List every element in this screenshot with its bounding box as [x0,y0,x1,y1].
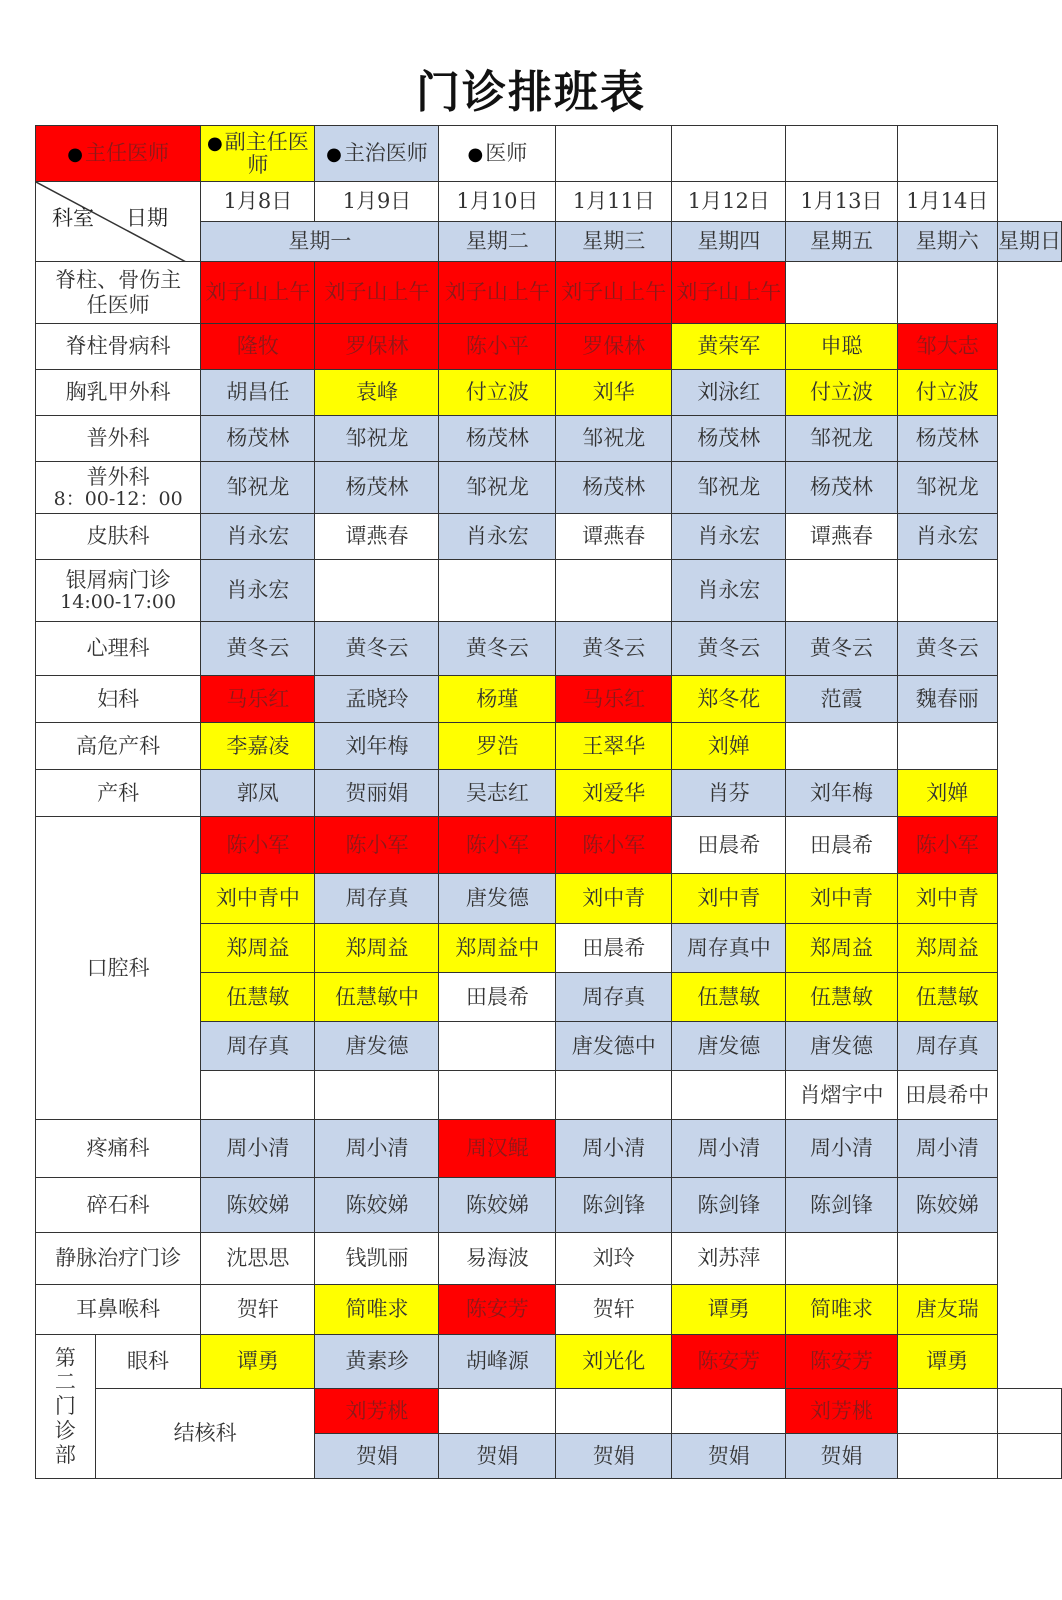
doctor-cell: 唐发德 [786,1022,897,1071]
schedule-row [36,462,1062,514]
department-name [36,1233,201,1285]
doctor-cell [439,560,556,622]
doctor-cell: 钱凯丽 [315,1233,439,1285]
date-row [36,182,1062,222]
doctor-cell: 简唯求 [315,1285,439,1335]
department-name [36,560,201,622]
department-label: 碎石科 [86,1192,150,1217]
doctor-cell: 黄冬云 [672,622,786,676]
doctor-cell: 郑周益 [201,924,315,973]
doctor-cell: 杨茂林 [786,462,897,514]
doctor-cell [998,1434,1062,1479]
doctor-cell: 黄冬云 [201,622,315,676]
schedule-row [36,1285,1062,1335]
doctor-cell: 王翠华 [556,723,672,770]
doctor-cell: 陈姣娣 [201,1178,315,1233]
schedule-row [36,514,1062,560]
doctor-cell: 谭勇 [672,1285,786,1335]
doctor-cell: 申聪 [786,324,897,370]
doctor-cell: 郑周益 [786,924,897,973]
doctor-cell: 吴志红 [439,770,556,817]
doctor-cell: 杨瑾 [439,676,556,723]
doctor-cell: 黄冬云 [897,622,997,676]
doctor-cell: 易海波 [439,1233,556,1285]
doctor-cell [897,262,997,324]
doctor-cell: 贺丽娟 [315,770,439,817]
weekday-header: 星期三 [556,222,672,262]
doctor-cell: 刘子山上午 [556,262,672,324]
doctor-cell: 范霞 [786,676,897,723]
department-label: 心理科 [86,636,150,661]
doctor-cell [672,1389,786,1434]
doctor-cell [786,1233,897,1285]
doctor-cell: 刘中青 [897,874,997,924]
doctor-cell: 魏春丽 [897,676,997,723]
legend-physician: ●医师 [439,126,556,182]
date-header: 1月14日 [897,182,997,222]
doctor-cell: 杨茂林 [556,462,672,514]
department-label: 产科 [97,780,140,805]
doctor-cell: 周存真 [315,874,439,924]
doctor-cell [786,262,897,324]
doctor-cell: 付立波 [439,370,556,416]
doctor-cell: 邹祝龙 [201,462,315,514]
doctor-cell: 田晨希 [786,817,897,874]
department-name [36,514,201,560]
doctor-cell: 周存真 [897,1022,997,1071]
doctor-cell: 黄冬云 [439,622,556,676]
doctor-cell: 谭燕春 [315,514,439,560]
doctor-cell [556,560,672,622]
doctor-cell: 黄冬云 [786,622,897,676]
doctor-cell [556,1389,672,1434]
doctor-cell: 胡峰源 [439,1335,556,1389]
doctor-cell: 刘爱华 [556,770,672,817]
doctor-cell: 郑周益 [315,924,439,973]
doctor-cell [897,1389,997,1434]
doctor-cell: 刘芳桃 [315,1389,439,1434]
department-name [36,817,201,1120]
doctor-cell: 杨茂林 [672,416,786,462]
doctor-cell [897,1233,997,1285]
doctor-cell: 黄素珍 [315,1335,439,1389]
doctor-cell: 陈安芳 [439,1285,556,1335]
schedule-row [36,324,1062,370]
date-header: 1月10日 [439,182,556,222]
doctor-cell [897,1434,997,1479]
doctor-cell: 肖芬 [672,770,786,817]
doctor-cell: 袁峰 [315,370,439,416]
department-name [36,1120,201,1178]
department-label: 疼痛科 [86,1136,150,1161]
doctor-cell: 郑周益 [897,924,997,973]
department-label: 眼科 [127,1349,170,1374]
doctor-cell: 杨茂林 [897,416,997,462]
doctor-cell: 黄荣军 [672,324,786,370]
department-name [36,1285,201,1335]
doctor-cell: 刘苏萍 [672,1233,786,1285]
bullet-icon: ● [326,144,342,166]
schedule-row [36,416,1062,462]
legend-empty [556,126,672,182]
doctor-cell [439,1071,556,1120]
bullet-icon: ● [67,144,83,166]
doctor-cell: 田晨希 [672,817,786,874]
doctor-cell: 黄冬云 [315,622,439,676]
date-header: 1月11日 [556,182,672,222]
schedule-row [36,370,1062,416]
date-header: 1月8日 [201,182,315,222]
doctor-cell: 陈姣娣 [897,1178,997,1233]
doctor-cell: 贺娟 [315,1434,439,1479]
department-label: 银屑病门诊 [65,567,171,592]
page-title: 门诊排班表 [416,67,646,118]
doctor-cell: 贺娟 [556,1434,672,1479]
doctor-cell: 肖永宏 [897,514,997,560]
doctor-cell: 周汉鲲 [439,1120,556,1178]
doctor-cell: 唐友瑞 [897,1285,997,1335]
doctor-cell [897,560,997,622]
doctor-cell: 邹祝龙 [556,416,672,462]
department-label: 胸乳甲外科 [65,380,171,405]
doctor-cell: 刘婵 [897,770,997,817]
doctor-cell: 刘玲 [556,1233,672,1285]
department-name [36,622,201,676]
doctor-cell: 陈安芳 [786,1335,897,1389]
doctor-cell: 隆牧 [201,324,315,370]
corner-date-label: 日期 [126,206,168,230]
doctor-cell: 肖永宏 [201,560,315,622]
bullet-icon: ● [467,144,484,166]
doctor-cell: 刘光化 [556,1335,672,1389]
doctor-cell: 周存真 [201,1022,315,1071]
doctor-cell: 郑周益中 [439,924,556,973]
date-header: 1月9日 [315,182,439,222]
doctor-cell: 陈剑锋 [786,1178,897,1233]
doctor-cell: 付立波 [786,370,897,416]
doctor-cell [439,1389,556,1434]
doctor-cell: 刘子山上午 [315,262,439,324]
weekday-header: 星期五 [786,222,897,262]
schedule-row [36,770,1062,817]
bullet-icon: ● [207,133,223,155]
doctor-cell [998,1389,1062,1434]
doctor-cell: 田晨希 [439,973,556,1022]
department-label: 脊柱、骨伤主任医师 [55,268,182,317]
doctor-cell [897,723,997,770]
doctor-cell [672,1071,786,1120]
doctor-cell: 陈安芳 [672,1335,786,1389]
doctor-cell: 陈小军 [556,817,672,874]
doctor-cell [315,560,439,622]
doctor-cell: 周小清 [786,1120,897,1178]
legend-empty [897,126,997,182]
doctor-cell: 李嘉凌 [201,723,315,770]
doctor-cell: 刘婵 [672,723,786,770]
doctor-cell: 陈小军 [897,817,997,874]
doctor-cell: 黄冬云 [556,622,672,676]
department-name [36,262,201,324]
doctor-cell: 谭燕春 [786,514,897,560]
legend-associate-chief-physician: ●副主任医师 [201,126,315,182]
doctor-cell [439,1022,556,1071]
doctor-cell: 贺娟 [439,1434,556,1479]
doctor-cell: 罗浩 [439,723,556,770]
doctor-cell: 贺轩 [556,1285,672,1335]
doctor-cell: 刘年梅 [315,723,439,770]
doctor-cell: 唐发德中 [556,1022,672,1071]
doctor-cell: 谭勇 [201,1335,315,1389]
doctor-cell: 伍慧敏 [786,973,897,1022]
doctor-cell: 刘芳桃 [786,1389,897,1434]
schedule-row [36,262,1062,324]
doctor-cell: 伍慧敏中 [315,973,439,1022]
department-name [36,676,201,723]
department-name [36,416,201,462]
weekday-header: 星期二 [439,222,556,262]
department-name [36,1178,201,1233]
second-clinic-label: 第二门诊部 [36,1335,96,1479]
doctor-cell: 胡昌任 [201,370,315,416]
doctor-cell: 贺娟 [786,1434,897,1479]
legend-row [36,126,1062,182]
doctor-cell: 马乐红 [201,676,315,723]
doctor-cell: 刘年梅 [786,770,897,817]
doctor-cell: 邹祝龙 [439,462,556,514]
legend-chief-physician: ●主任医师 [36,126,201,182]
doctor-cell: 周小清 [672,1120,786,1178]
doctor-cell: 陈小平 [439,324,556,370]
weekday-header: 星期一 [201,222,439,262]
department-name [36,370,201,416]
doctor-cell [201,1071,315,1120]
doctor-cell: 邹祝龙 [897,462,997,514]
doctor-cell: 伍慧敏 [672,973,786,1022]
doctor-cell: 杨茂林 [201,416,315,462]
schedule-row [36,1178,1062,1233]
doctor-cell: 陈剑锋 [556,1178,672,1233]
doctor-cell: 简唯求 [786,1285,897,1335]
doctor-cell: 贺娟 [672,1434,786,1479]
doctor-cell: 刘泳红 [672,370,786,416]
doctor-cell: 陈小军 [315,817,439,874]
department-name [95,1335,200,1389]
schedule-row [36,676,1062,723]
department-label: 普外科 [86,426,150,451]
date-header: 1月12日 [672,182,786,222]
department-label: 结核科 [173,1421,237,1446]
doctor-cell: 孟晓玲 [315,676,439,723]
doctor-cell: 沈思思 [201,1233,315,1285]
doctor-cell [786,560,897,622]
doctor-cell [315,1071,439,1120]
department-name [36,462,201,514]
weekday-header: 星期六 [897,222,997,262]
doctor-cell: 伍慧敏 [897,973,997,1022]
doctor-cell: 陈姣娣 [315,1178,439,1233]
doctor-cell: 周小清 [201,1120,315,1178]
schedule-row [36,622,1062,676]
doctor-cell: 唐发德 [315,1022,439,1071]
doctor-cell: 邹祝龙 [786,416,897,462]
doctor-cell: 付立波 [897,370,997,416]
doctor-cell: 伍慧敏 [201,973,315,1022]
doctor-cell: 邹祝龙 [672,462,786,514]
doctor-cell: 唐发德 [672,1022,786,1071]
department-label: 静脉治疗门诊 [55,1246,182,1271]
doctor-cell: 陈小军 [439,817,556,874]
doctor-cell: 肖永宏 [672,514,786,560]
doctor-cell: 周存真 [556,973,672,1022]
doctor-cell: 肖永宏 [201,514,315,560]
doctor-cell: 陈小军 [201,817,315,874]
doctor-cell: 刘子山上午 [672,262,786,324]
doctor-cell: 田晨希中 [897,1071,997,1120]
doctor-cell: 刘子山上午 [201,262,315,324]
doctor-cell: 周存真中 [672,924,786,973]
doctor-cell: 谭燕春 [556,514,672,560]
doctor-cell: 肖永宏 [672,560,786,622]
doctor-cell: 邹大志 [897,324,997,370]
department-label: 皮肤科 [86,524,150,549]
doctor-cell: 周小清 [315,1120,439,1178]
doctor-cell [556,1071,672,1120]
schedule-row [36,1389,1062,1434]
legend-attending-physician: ●主治医师 [315,126,439,182]
doctor-cell: 郑冬花 [672,676,786,723]
department-label: 耳鼻喉科 [76,1297,161,1322]
department-label: 高危产科 [76,733,161,758]
schedule-row [36,723,1062,770]
department-label: 普外科 [86,464,150,489]
department-label: 妇科 [97,686,140,711]
department-name [36,770,201,817]
doctor-cell: 郭凤 [201,770,315,817]
doctor-cell [786,723,897,770]
doctor-cell: 周小清 [556,1120,672,1178]
department-name [36,723,201,770]
department-name [95,1389,315,1479]
department-hours: 14:00-17:00 [60,590,177,613]
schedule-row [36,560,1062,622]
doctor-cell: 邹祝龙 [315,416,439,462]
doctor-cell: 刘华 [556,370,672,416]
doctor-cell: 田晨希 [556,924,672,973]
department-label: 口腔科 [86,955,150,980]
department-hours: 8：00-12：00 [53,487,183,510]
schedule-row [36,1120,1062,1178]
corner-dept-label: 科室 [52,206,94,230]
doctor-cell: 肖熠宇中 [786,1071,897,1120]
corner-header [36,182,201,262]
doctor-cell: 刘中青 [672,874,786,924]
doctor-cell: 杨茂林 [439,416,556,462]
legend-empty [672,126,786,182]
doctor-cell: 刘中青 [556,874,672,924]
schedule-row [36,817,1062,874]
doctor-cell: 周小清 [897,1120,997,1178]
doctor-cell: 刘中青 [786,874,897,924]
weekday-header: 星期四 [672,222,786,262]
doctor-cell: 肖永宏 [439,514,556,560]
doctor-cell: 罗保林 [315,324,439,370]
doctor-cell: 杨茂林 [315,462,439,514]
doctor-cell: 马乐红 [556,676,672,723]
department-name [36,324,201,370]
doctor-cell: 刘子山上午 [439,262,556,324]
schedule-table [35,125,1062,1479]
schedule-row [36,1233,1062,1285]
date-header: 1月13日 [786,182,897,222]
doctor-cell: 陈剑锋 [672,1178,786,1233]
department-label: 脊柱骨病科 [65,334,171,359]
schedule-row [36,1335,1062,1389]
doctor-cell: 贺轩 [201,1285,315,1335]
doctor-cell: 罗保林 [556,324,672,370]
legend-empty [786,126,897,182]
doctor-cell: 唐发德 [439,874,556,924]
weekday-header: 星期日 [998,222,1062,262]
doctor-cell: 谭勇 [897,1335,997,1389]
doctor-cell: 刘中青中 [201,874,315,924]
doctor-cell: 陈姣娣 [439,1178,556,1233]
